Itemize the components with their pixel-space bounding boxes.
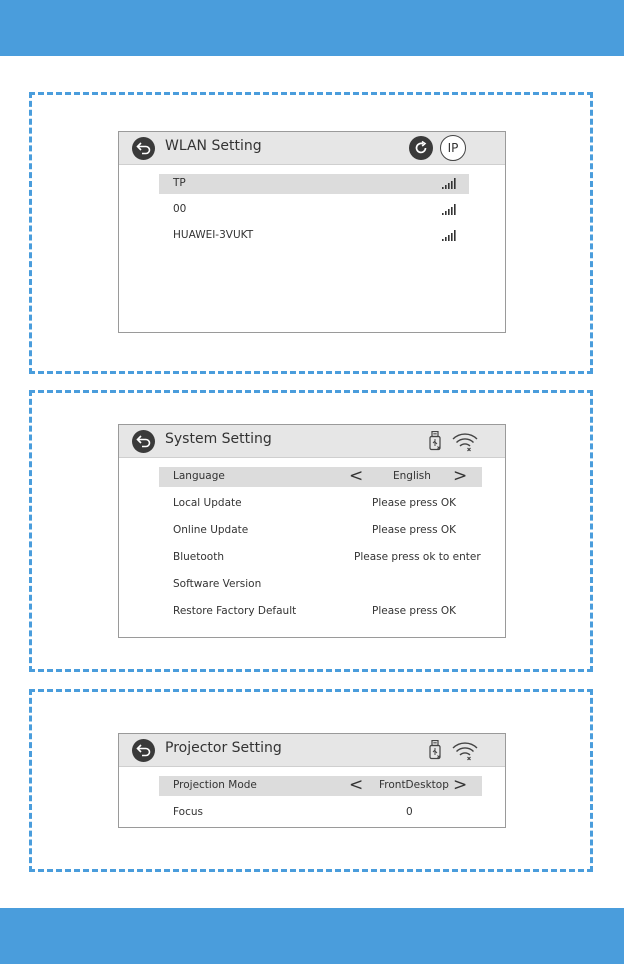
refresh-icon[interactable] bbox=[409, 136, 433, 160]
back-icon[interactable] bbox=[132, 137, 155, 160]
system-setting-panel bbox=[118, 424, 506, 638]
wifi-network-row[interactable] bbox=[159, 200, 469, 220]
setting-label: Projection Mode bbox=[173, 779, 257, 791]
page-title: Projector Setting bbox=[165, 740, 282, 756]
setting-value: FrontDesktop bbox=[379, 779, 449, 791]
setting-row-focus[interactable] bbox=[159, 803, 482, 823]
wifi-network-row[interactable] bbox=[159, 226, 469, 246]
ip-icon[interactable]: IP bbox=[440, 135, 466, 161]
page-title: WLAN Setting bbox=[165, 138, 262, 154]
usb-icon bbox=[428, 431, 442, 451]
setting-label: Language bbox=[173, 470, 225, 482]
wifi-ssid: 00 bbox=[173, 203, 187, 215]
setting-row-projection-mode[interactable] bbox=[159, 776, 482, 796]
setting-row-bluetooth[interactable] bbox=[159, 548, 482, 568]
bottom-banner bbox=[0, 908, 624, 964]
setting-label: Restore Factory Default bbox=[173, 605, 297, 617]
system-header bbox=[119, 425, 505, 458]
setting-value: Please press ok to enter bbox=[354, 551, 481, 563]
projector-header bbox=[119, 734, 505, 767]
wlan-header bbox=[119, 132, 505, 165]
setting-value: 0 bbox=[406, 806, 413, 818]
projector-setting-panel bbox=[118, 733, 506, 828]
setting-label: Local Update bbox=[173, 497, 242, 509]
wifi-ssid: TP bbox=[173, 177, 186, 189]
wlan-setting-panel bbox=[118, 131, 506, 333]
setting-label: Online Update bbox=[173, 524, 249, 536]
setting-label: Software Version bbox=[173, 578, 262, 590]
wifi-icon bbox=[452, 741, 478, 761]
back-icon[interactable] bbox=[132, 430, 155, 453]
signal-icon bbox=[442, 204, 456, 215]
prev-option-button[interactable]: < bbox=[349, 775, 364, 795]
setting-value: Please press OK bbox=[372, 497, 457, 509]
usb-icon bbox=[428, 740, 442, 760]
setting-row-local-update[interactable] bbox=[159, 494, 482, 514]
back-icon[interactable] bbox=[132, 739, 155, 762]
setting-label: Bluetooth bbox=[173, 551, 224, 563]
setting-row-online-update[interactable] bbox=[159, 521, 482, 541]
next-option-button[interactable]: > bbox=[453, 466, 468, 486]
setting-value: Please press OK bbox=[372, 524, 457, 536]
wifi-icon bbox=[452, 432, 478, 452]
page-title: System Setting bbox=[165, 431, 272, 447]
signal-icon bbox=[442, 230, 456, 241]
setting-row-software-version[interactable] bbox=[159, 575, 482, 595]
setting-row-language[interactable] bbox=[159, 467, 482, 487]
top-banner bbox=[0, 0, 624, 56]
setting-row-restore-factory[interactable] bbox=[159, 602, 482, 622]
setting-label: Focus bbox=[173, 806, 203, 818]
wifi-ssid: HUAWEI-3VUKT bbox=[173, 229, 254, 241]
prev-option-button[interactable]: < bbox=[349, 466, 364, 486]
setting-value: Please press OK bbox=[372, 605, 457, 617]
signal-icon bbox=[442, 178, 456, 189]
wifi-network-row[interactable] bbox=[159, 174, 469, 194]
setting-value: English bbox=[393, 470, 431, 482]
next-option-button[interactable]: > bbox=[453, 775, 468, 795]
